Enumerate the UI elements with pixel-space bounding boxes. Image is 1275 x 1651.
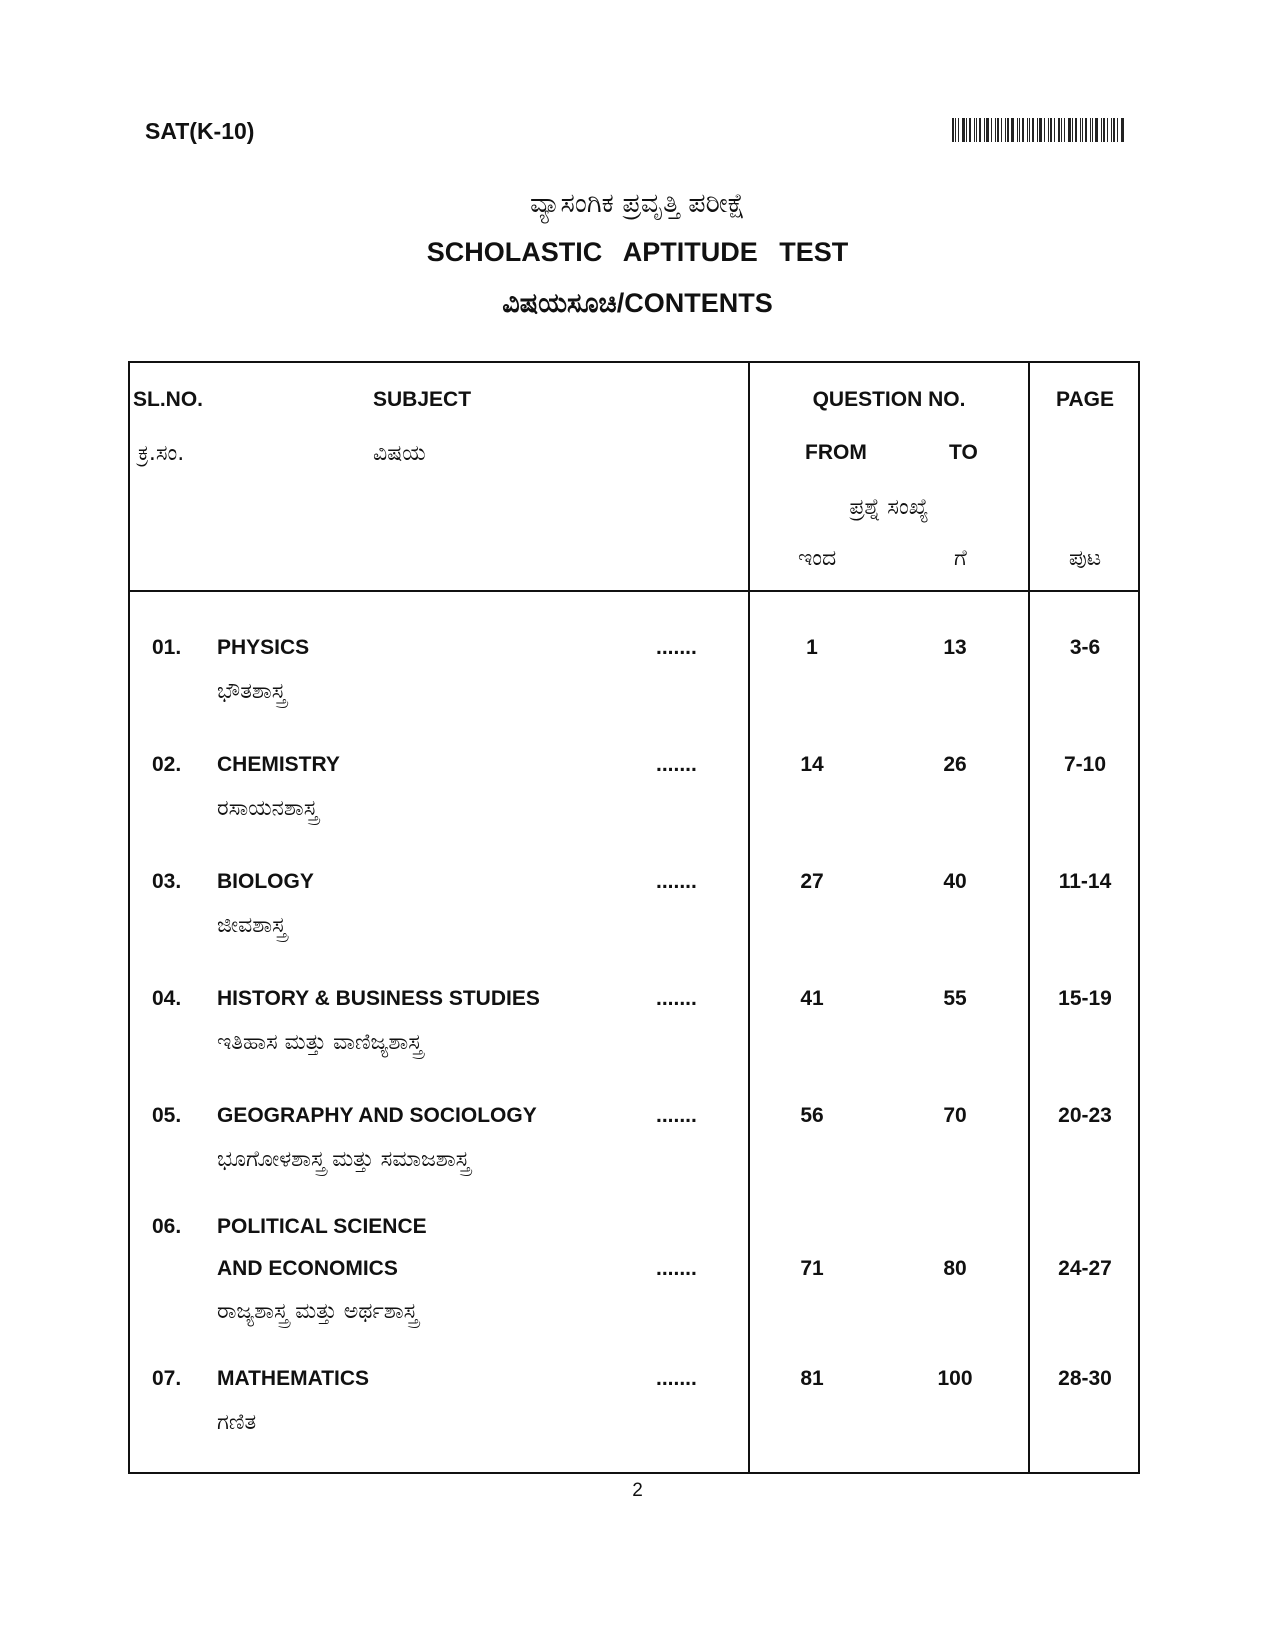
barcode-bar <box>1007 118 1009 142</box>
barcode-bar <box>958 118 959 142</box>
barcode-bar <box>1029 118 1030 142</box>
row-from: 41 <box>800 987 824 1010</box>
barcode-bar <box>1103 118 1105 142</box>
row-subject-kn: ರಾಜ್ಯಶಾಸ್ತ್ರ ಮತ್ತು ಅರ್ಥಶಾಸ್ತ್ರ <box>217 1299 418 1324</box>
header-from-kn: ಇಂದ <box>798 546 837 571</box>
row-subject-kn: ಇತಿಹಾಸ ಮತ್ತು ವಾಣಿಜ್ಯಶಾಸ್ತ್ರ <box>217 1030 423 1055</box>
barcode-bar <box>1090 118 1091 142</box>
row-to: 70 <box>943 1104 967 1127</box>
barcode-bar <box>995 118 996 142</box>
barcode-bar <box>969 118 971 142</box>
row-from: 81 <box>800 1367 824 1390</box>
page-number: 2 <box>632 1480 643 1501</box>
row-to: 40 <box>943 870 967 893</box>
title-kannada: ವ್ಯಾಸಂಗಿಕ ಪ್ರವೃತ್ತಿ ಪರೀಕ್ಷೆ <box>529 188 746 219</box>
row-dots: ....... <box>656 753 697 776</box>
row-sl: 06. <box>152 1215 182 1238</box>
row-sl: 03. <box>152 870 182 893</box>
barcode-bar <box>955 118 956 142</box>
barcode-bar <box>1107 118 1108 142</box>
row-sl: 01. <box>152 636 182 659</box>
row-to: 26 <box>943 753 967 776</box>
barcode-bar <box>962 118 965 142</box>
barcode-bar <box>979 118 981 142</box>
header-page: PAGE <box>1056 388 1114 411</box>
barcode-bar <box>1117 118 1118 142</box>
barcode-bar <box>1037 118 1038 142</box>
row-dots: ....... <box>656 1104 697 1127</box>
barcode-bar <box>1113 118 1115 142</box>
row-to: 13 <box>943 636 967 659</box>
row-to: 55 <box>943 987 967 1010</box>
row-from: 14 <box>800 753 824 776</box>
barcode-bar <box>1054 118 1055 142</box>
barcode-icon <box>952 118 1127 142</box>
barcode-bar <box>1111 118 1112 142</box>
barcode-bar <box>1082 118 1083 142</box>
header-sl-no-kn: ಕ್ರ.ಸಂ. <box>138 441 185 466</box>
barcode-bar <box>1058 118 1060 142</box>
barcode-bar <box>984 118 985 142</box>
barcode-bar <box>1050 118 1052 142</box>
barcode-bar <box>986 118 989 142</box>
barcode-bar <box>997 118 999 142</box>
header-to-kn: ಗೆ <box>954 546 967 571</box>
barcode-bar <box>1048 118 1049 142</box>
row-to: 100 <box>937 1367 973 1390</box>
row-page: 11-14 <box>1058 870 1112 893</box>
header-question-no: QUESTION NO. <box>812 388 966 411</box>
barcode-bar <box>1075 118 1077 142</box>
barcode-bar <box>1064 118 1065 142</box>
row-from: 56 <box>800 1104 824 1127</box>
barcode-bar <box>1092 118 1093 142</box>
row-dots: ....... <box>656 1367 697 1390</box>
barcode-bar <box>1080 118 1081 142</box>
document-code: SAT(K-10) <box>145 118 255 144</box>
header-from: FROM <box>805 441 867 464</box>
row-from: 27 <box>800 870 824 893</box>
header-question-no-kn: ಪ್ರಶ್ನೆ ಸಂಖ್ಯೆ <box>849 495 929 520</box>
row-subject: HISTORY & BUSINESS STUDIES <box>217 987 540 1010</box>
row-sl: 07. <box>152 1367 182 1390</box>
row-dots: ....... <box>656 987 697 1010</box>
barcode-bar <box>1039 118 1042 142</box>
barcode-bar <box>1005 118 1006 142</box>
row-dots: ....... <box>656 1257 697 1280</box>
row-subject: POLITICAL SCIENCE <box>217 1215 427 1238</box>
barcode-bar <box>1001 118 1002 142</box>
barcode-bar <box>1085 118 1087 142</box>
column-divider <box>1028 363 1030 1472</box>
row-subject-kn: ಭೂಗೋಳಶಾಸ್ತ್ರ ಮತ್ತು ಸಮಾಜಶಾಸ್ತ್ರ <box>217 1147 470 1172</box>
barcode-bar <box>1101 118 1102 142</box>
row-page: 20-23 <box>1058 1104 1112 1127</box>
barcode-bar <box>1061 118 1062 142</box>
row-dots: ....... <box>656 870 697 893</box>
row-page: 3-6 <box>1069 636 1101 659</box>
barcode-bar <box>1017 118 1018 142</box>
row-subject-kn: ಜೀವಶಾಸ್ತ್ರ <box>217 913 287 938</box>
header-sl-no: SL.NO. <box>133 388 204 411</box>
barcode-bar <box>1044 118 1045 142</box>
header-subject: SUBJECT <box>373 388 472 411</box>
row-sl: 04. <box>152 987 182 1010</box>
row-subject: CHEMISTRY <box>217 753 340 776</box>
barcode-bar <box>1027 118 1028 142</box>
row-page: 24-27 <box>1058 1257 1112 1280</box>
barcode-bar <box>1072 118 1073 142</box>
barcode-bar <box>1095 118 1098 142</box>
barcode-bar <box>1121 118 1124 142</box>
barcode-bar <box>1068 118 1071 142</box>
contents-title: ವಿಷಯಸೂಚಿ/CONTENTS <box>502 288 773 318</box>
row-subject: MATHEMATICS <box>217 1367 370 1390</box>
page-title: SCHOLASTIC APTITUDE TEST <box>426 237 849 267</box>
barcode-bar <box>974 118 975 142</box>
row-sl: 05. <box>152 1104 182 1127</box>
contents-table <box>128 361 1140 1474</box>
row-subject-kn: ರಸಾಯನಶಾಸ್ತ್ರ <box>217 796 318 821</box>
row-sl: 02. <box>152 753 182 776</box>
row-dots: ....... <box>656 636 697 659</box>
row-from: 1 <box>806 636 818 659</box>
row-subject-kn: ಭೌತಶಾಸ್ತ್ರ <box>217 679 286 704</box>
row-page: 7-10 <box>1063 753 1107 776</box>
barcode-bar <box>1011 118 1014 142</box>
barcode-bar <box>952 118 954 142</box>
row-subject: PHYSICS <box>217 636 310 659</box>
barcode-bar <box>991 118 992 142</box>
barcode-bar <box>966 118 967 142</box>
header-to: TO <box>949 441 978 464</box>
row-from: 71 <box>800 1257 824 1280</box>
header-divider <box>130 590 1138 592</box>
column-divider <box>748 363 750 1472</box>
row-subject-kn: ಗಣಿತ <box>217 1410 257 1435</box>
row-page: 28-30 <box>1058 1367 1112 1390</box>
barcode-bar <box>1032 118 1034 142</box>
row-to: 80 <box>943 1257 967 1280</box>
barcode-bar <box>1022 118 1024 142</box>
barcode-bar <box>1019 118 1020 142</box>
row-subject-line2: AND ECONOMICS <box>217 1257 398 1280</box>
barcode-bar <box>976 118 977 142</box>
header-page-kn: ಪುಟ <box>1068 546 1102 571</box>
row-subject: BIOLOGY <box>217 870 314 893</box>
header-subject-kn: ವಿಷಯ <box>373 441 426 466</box>
row-subject: GEOGRAPHY AND SOCIOLOGY <box>217 1104 537 1127</box>
row-page: 15-19 <box>1058 987 1112 1010</box>
